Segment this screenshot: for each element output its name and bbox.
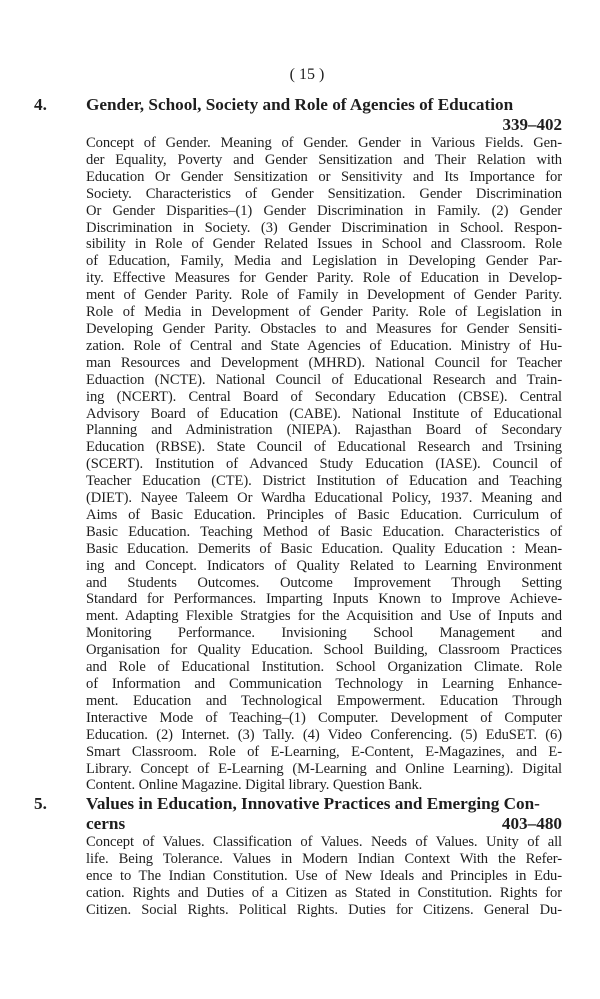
body-line: Advisory Board of Education (CABE). National Institute of Educational [86, 405, 562, 422]
section-heading [34, 794, 562, 834]
body-line: Eduaction (NCTE). National Council of Educational Research and Train- [86, 371, 562, 388]
section-title-line-2: cerns [86, 814, 126, 834]
body-line: Standard for Performances. Imparting Inputs Known to Improve Achieve- [86, 591, 562, 608]
body-line: Interactive Mode of Teaching–(1) Computer. Development of Computer [86, 709, 562, 726]
body-line: Education. (2) Internet. (3) Tally. (4) Video Conferencing. (5) EduSET. (6) [86, 726, 562, 743]
body-line: of Education, Family, Media and Legislation in Developing Gender Par- [86, 253, 562, 270]
section-page-range: 339–402 [502, 115, 562, 134]
body-line: ence to The Indian Constitution. Use of New Ideals and Principles in Edu- [86, 868, 562, 885]
section-title-line-1: Values in Education, Innovative Practices and Emerging Con- [86, 794, 540, 814]
body-line: Planning and Administration (NIEPA). Rajasthan Board of Secondary [86, 422, 562, 439]
body-line: Concept of Gender. Meaning of Gender. Gender in Various Fields. Gen- [86, 135, 562, 151]
body-line: cation. Rights and Duties of a Citizen as Stated in Constitution. Rights for [86, 885, 562, 902]
body-line: Discrimination in Society. (3) Gender Discrimination in School. Respon- [86, 219, 562, 236]
body-line: ment of Gender Parity. Role of Family in Development of Gender Parity. [86, 287, 562, 304]
body-line: Library. Concept of E-Learning (M-Learning and Online Learning). Digital [86, 760, 562, 777]
body-line: Basic Education. Demerits of Basic Education. Quality Education : Mean- [86, 540, 562, 557]
body-line: ment. Education and Technological Empowerment. Education Through [86, 692, 562, 709]
body-line: life. Being Tolerance. Values in Modern Indian Context With the Refer- [86, 851, 562, 868]
body-line: Basic Education. Teaching Method of Basic Education. Characteristics of [86, 523, 562, 540]
body-line: (SCERT). Institution of Advanced Study Education (IASE). Council of [86, 456, 562, 473]
section-title: Gender, School, Society and Role of Agencies of Education [86, 95, 514, 114]
body-line: Monitoring Performance. Invisioning School Management and [86, 625, 562, 642]
body-line: sibility in Role of Gender Related Issues in School and Classroom. Role [86, 236, 562, 253]
body-line: Developing Gender Parity. Obstacles to and Measures for Gender Sensiti- [86, 320, 562, 337]
section-body [52, 135, 562, 794]
body-line: Education (RBSE). State Council of Educational Research and Trsining [86, 439, 562, 456]
body-line: Concept of Values. Classification of Values. Needs of Values. Unity of all [86, 834, 562, 851]
body-line: of Information and Communication Technology in Learning Enhance- [86, 676, 562, 692]
section-5 [34, 794, 562, 919]
page-number: ( 15 ) [289, 66, 325, 83]
body-line: Smart Classroom. Role of E-Learning, E-Content, E-Magazines, and E- [86, 743, 562, 760]
body-line: and Role of Educational Institution. School Organization Climate. Role [86, 659, 562, 676]
body-line: zation. Role of Central and State Agencies of Education. Ministry of Hu- [86, 337, 562, 354]
body-line: Teacher Education (CTE). District Institution of Education and Teaching [86, 473, 562, 490]
section-heading-line-2 [86, 814, 562, 834]
body-line: and Students Outcomes. Outcome Improvement Through Setting [86, 574, 562, 591]
body-line: der Equality, Poverty and Gender Sensitization and Their Relation with [86, 151, 562, 168]
section-heading [34, 95, 562, 135]
section-page-range: 403–480 [501, 814, 562, 834]
body-line: Aims of Basic Education. Principles of Basic Education. Curriculum of [86, 506, 562, 523]
body-line: Or Gender Disparities–(1) Gender Discrimination in Family. (2) Gender [86, 202, 562, 219]
body-line: Society. Characteristics of Gender Sensitization. Gender Discrimination [86, 185, 562, 202]
body-line: Content. Online Magazine. Digital library. Question Bank. [86, 777, 423, 794]
body-line: ity. Effective Measures for Gender Parity. Role of Education in Develop- [86, 270, 562, 287]
body-line: Education Or Gender Sensitization or Sensitivity and Its Importance for [86, 168, 562, 185]
body-line: Citizen. Social Rights. Political Rights. Duties for Citizens. General Du- [86, 901, 562, 918]
section-body [52, 834, 562, 919]
section-number: 4. [34, 95, 47, 114]
section-4 [34, 95, 562, 794]
body-line: ment. Adapting Flexible Stratgies for the Acquisition and Use of Inputs and [86, 608, 562, 625]
body-line: (DIET). Nayee Taleem Or Wardha Educational Policy, 1937. Meaning and [86, 490, 562, 507]
body-line: man Resources and Development (MHRD). National Council for Teacher [86, 354, 562, 371]
body-line: Organisation for Quality Education. School Building, Classroom Practices [86, 642, 562, 659]
body-line: ing and Concept. Indicators of Quality Related to Learning Environment [86, 557, 562, 574]
body-line: ing (NCERT). Central Board of Secondary Education (CBSE). Central [86, 388, 562, 405]
body-line: Role of Media in Development of Gender Parity. Role of Legislation in [86, 304, 562, 321]
section-number: 5. [34, 794, 47, 814]
